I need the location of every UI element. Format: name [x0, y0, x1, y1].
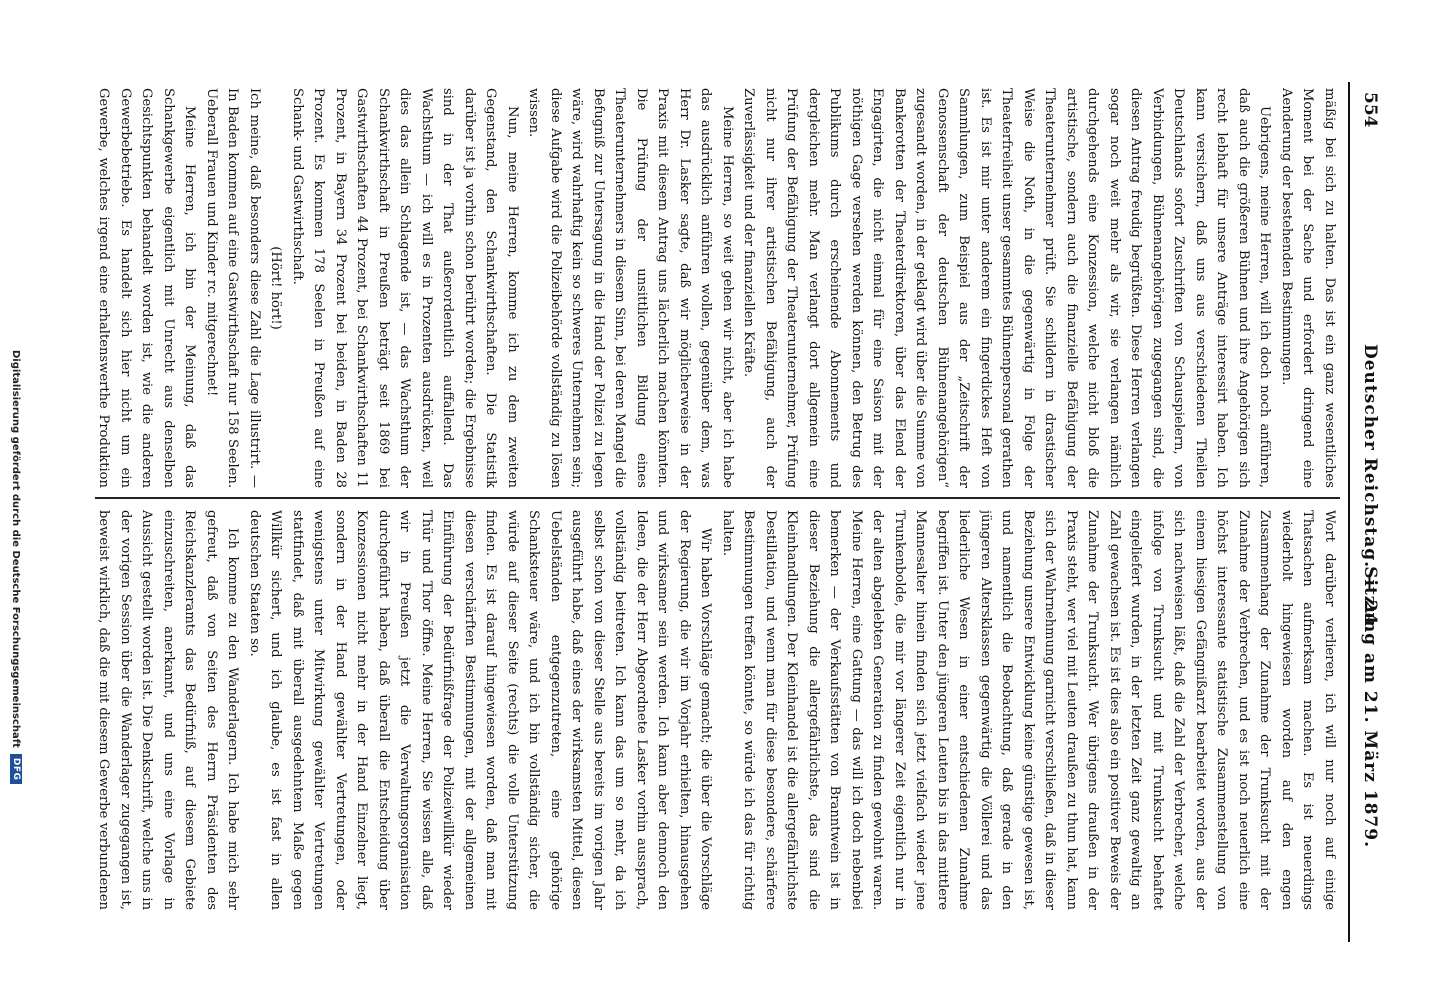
paragraph: Meine Herren, so weit gehen wir nicht, aber ich habe das ausdrücklich anführen wollen, gegenüber dem, was Herr Dr. Lasker sagte, daß wir möglicherweise in der Praxis mit diesem Antrag uns lächerlich machen könnten. Die Prüfung der unsittlichen Bildung eines Theaterunternehmers in diesem Sinn, bei deren Mangel die Befugniß zur Untersagung in die Hand der Polizei zu legen wäre, wird wahrhaftig kein so schweres Unternehmen sein; diese Aufgabe wird die Polizeibehörde vollständig zu lösen wissen.	[526, 88, 735, 488]
credit-text: Digitalisierung gefördert durch die Deutsche Forschungsgemeinschaft	[10, 350, 22, 748]
header-rule	[1348, 82, 1350, 942]
right-column	[95, 510, 1340, 910]
header-right-title: Sitzung am 21. März 1879.	[1360, 566, 1380, 848]
paragraph: Uebrigens, meine Herren, will ich doch noch anführen, daß auch die größeren Bühnen und ihre Angehörigen sich recht lebhaft für unsere Anträge interessirt haben. Ich kann versichern, daß uns aus verschiedenen Theilen Deutschlands sofort Zuschriften von Schauspielern, von Verbindungen, Bühnenangehörigen zugegangen sind, die diesen Antrag freudig begrüßten. Diese Herren verlangen sogar noch weit mehr als wir, sie verlangen nämlich durchgehends eine Konzession, welche nicht bloß die artistische, sondern auch die finanzielle Befähigung der Theaterunternehmer prüft. Sie schildern in drastischer Weise die Noth, in die gegenwärtig in Folge der Theaterfreiheit unser gesammtes Bühnenpersonal gerathen ist. Es ist mir unter anderem ein fingerdickes Heft von Sammlungen, zum Beispiel aus der „Zeitschrift der Genossenschaft der deutschen Bühnenangehörigen“ zugesandt worden, in der geklagt wird über die Summe von Bankerotten der Theaterdirektoren, über das Elend der Engagirten, die nicht einmal für eine Saison mit der nöthigen Gage versehen werden können, den Betrug des Publikums durch erscheinende Abonnements und dergleichen mehr. Man verlangt dort allgemein eine Prüfung der Befähigung der Theaterunternehmer, Prüfung nicht nur ihrer artistischen Befähigung, auch der Zuverlässigkeit und der finanziellen Kräfte.	[741, 88, 1273, 488]
column-divider	[95, 497, 1340, 499]
left-column	[95, 88, 1340, 488]
digitization-credit	[6, 350, 26, 990]
paragraph: Ich komme zu den Wanderlagern. Ich habe mich sehr gefreut, daß von Seiten des Herrn Präsidenten des Reichskanzleramts das Bedürfniß, auf diesem Gebiete einzuschreiten, anerkannt, und uns eine Vorlage in Aussicht gestellt worden ist. Die Denkschrift, welche uns in der vorigen Session über die Wanderlager zugegangen ist, beweist wirklich, daß die mit diesem Gewerbe verbundenen	[96, 510, 241, 910]
header-left-title: Deutscher Reichstag. — 24.	[1360, 344, 1380, 633]
paragraph: Ich meine, daß besonders diese Zahl die Lage illustrirt. — In Baden kommen auf eine Gastwirthschaft nur 158 Seelen. Ueberall Frauen und Kinder rc. mitgerechnet!	[204, 88, 262, 488]
page-number: 554	[1360, 92, 1380, 128]
dfg-logo: DFG	[10, 754, 22, 785]
paragraph: Nun, meine Herren, komme ich zu dem zweiten Gegenstand, den Schankwirthschaften. Die Statistik darüber ist ja vorhin schon berührt worden; die Ergebnisse sind in der That außerordentlich auffallend. Das Wachsthum — ich will es in Prozenten ausdrücken, weil dies das allein Schlagende ist, — das Wachsthum der Schankwirthschaft in Preußen beträgt seit 1869 bei Gastwirthschaften 44 Prozent, bei Schankwirthschaften 11 Prozent, in Bayern 34 Prozent bei beiden, in Baden 28 Prozent. Es kommen 178 Seelen in Preußen auf eine Schank- und Gastwirthschaft.	[290, 88, 520, 488]
page-header	[1354, 92, 1386, 932]
paragraph: Meine Herren, ich bin der Meinung, daß das Schankgewerbe eigentlich mit Unrecht aus denselben Gesichtspunkten behandelt worden ist, wie die anderen Gewerbebetriebe. Es handelt sich hier nicht um ein Gewerbe, welches irgend eine erhaltenswerthe Produktion	[96, 88, 198, 488]
paragraph: Wort darüber verlieren, ich will nur noch auf einige Thatsachen aufmerksam machen. Es ist neuerdings wiederholt hingewiesen worden auf den engen Zusammenhang der Zunahme der Trunksucht mit der Zunahme der Verbrechen, und es ist noch neuerlich eine höchst interessante statistische Zusammenstellung von einem hiesigen Gefängnißarzt bearbeitet worden, aus der sich nachweisen läßt, daß die Zahl der Verbrecher, welche infolge von Trunksucht und mit Trunksucht behaftet eingeliefert wurden, in der letzten Zeit ganz gewaltig an Zahl gewachsen ist. Es ist dies also ein positiver Beweis der Zunahme der Trunksucht. Wer übrigens draußen in der Praxis steht, wer viel mit Leuten draußen zu thun hat, kann sich der Wahrnehmung garnicht verschließen, daß in dieser Beziehung unsere Entwicklung keine günstige gewesen ist, und namentlich die Beobachtung, daß gerade in den jüngeren Altersklassen gegenwärtig die Völlerei und das liederliche Wesen in einer entschiedenen Zunahme begriffen ist. Unter den jüngeren Leuten bis in das mittlere Mannesalter hinein finden sich jetzt vielfach wieder jene Trunkenbolde, die mir vor längerer Zeit eigentlich nur in der alten abgelebten Generation zu finden gewohnt waren. Meine Herren, eine Gattung — das will ich doch nebenbei bemerken — der Verkaufsstätten von Branntwein ist in dieser Beziehung die allergefährlichste, das sind die Kleinhandlungen. Der Kleinhandel ist die allergefährlichste Destillation, und wenn man für diese besondere, schärfere Bestimmungen treffen könnte, so würde ich das für richtig halten.	[720, 510, 1337, 910]
paragraph: Wir haben Vorschläge gemacht; die über die Vorschläge der Regierung, die wir im Vorjahr erhielten, hinausgehen und wirksamer sein werden. Ich kann aber dennoch den Ideen, die der Herr Abgeordnete Lasker vorhin aussprach, vollständig beitreten. Ich kann das um so mehr, da ich selbst schon von dieser Stelle aus bereits im vorigen Jahr ausgeführt habe, daß eines der wirksamsten Mittel, diesen Uebelständen entgegenzutreten, eine gehörige Schanksteuer wäre, und ich bin vollständig sicher, die würde auf dieser Seite (rechts) die volle Unterstützung finden. Es ist darauf hingewiesen worden, daß man mit diesen verschärften Bestimmungen, mit der allgemeinen Einführung der Bedürfnißfrage der Polizeiwillkür wieder Thür und Thor öffne. Meine Herren, Sie wissen alle, daß wir in Preußen jetzt die Verwaltungsorganisation durchgeführt haben, daß überall die Entscheidung über Konzessionen nicht mehr in der Hand Einzelner liegt, sondern in der Hand gewählter Vertretungen, oder wenigstens unter Mitwirkung gewählter Vertretungen stattfindet, daß mit überall ausgedehntem Maße gegen Willkür sichert, und ich glaube, es ist fast in allen deutschen Staaten so.	[247, 510, 714, 910]
interjection: (Hört! hört!)	[268, 246, 284, 330]
paragraph: mäßig bei sich zu halten. Das ist ein ganz wesentliches Moment bei der Sache und erfordert dringend eine Aenderung der bestehenden Bestimmungen.	[1279, 88, 1337, 488]
